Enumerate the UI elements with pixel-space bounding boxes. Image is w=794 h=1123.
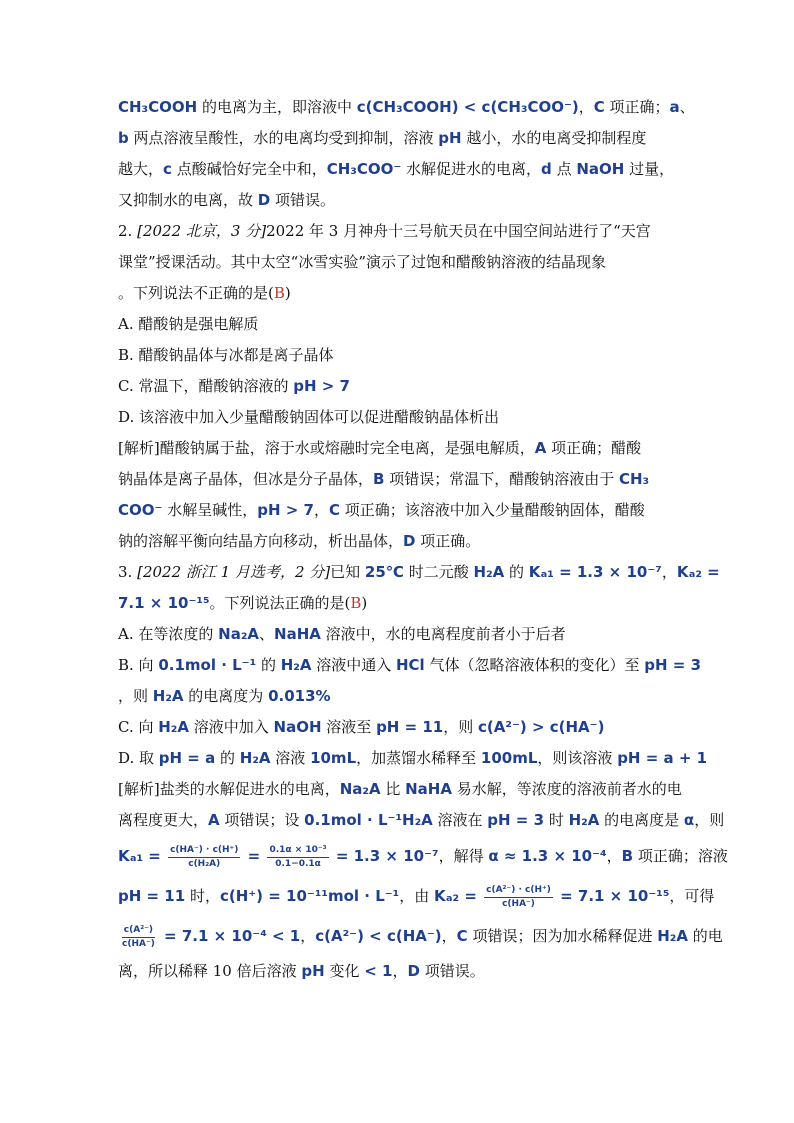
body-text: 项错误；设 (219, 811, 305, 829)
body-text: 课堂”授课活动。其中太空“冰雪实验”演示了过饱和醋酸钠溶液的结晶现象 (118, 253, 607, 271)
body-text: 过量， (624, 160, 675, 178)
body-text: 时 (544, 811, 569, 829)
formula-text: A (208, 811, 220, 829)
fraction-numerator: c(HA⁻) · c(H⁺) (168, 846, 240, 858)
fraction-numerator: 0.1α × 10⁻³ (267, 846, 328, 858)
body-text: ， (606, 847, 622, 865)
text-line-4 (118, 185, 684, 216)
text-line-10 (118, 371, 684, 402)
formula-text: 0.1mol · L⁻¹H₂A (304, 811, 433, 829)
body-text: 离程度更大， (118, 811, 209, 829)
body-text: 项正确。 (415, 532, 481, 550)
formula-text: pH = a (158, 749, 216, 767)
formula-text: CH₃COOH (118, 98, 198, 116)
formula-text: 25℃ (364, 563, 404, 581)
body-text: 比 (380, 780, 406, 798)
formula-text: pH = 3 (644, 656, 702, 674)
body-text: D. 取 (118, 749, 159, 767)
body-text: ， (313, 501, 329, 519)
body-text: ，则该溶液 (537, 749, 618, 767)
formula-text: D (403, 532, 416, 550)
formula-text: c(A²⁻) > c(HA⁻) (478, 718, 605, 736)
body-text: [2022 浙江 1 月选考，2 分] (137, 563, 331, 581)
body-text: C. 向 (118, 718, 159, 736)
formula-text: Kₐ₁ = (118, 847, 167, 865)
text-line-16 (118, 557, 720, 588)
fraction (120, 926, 157, 949)
body-text: B. 醋酸钠晶体与冰都是离子晶体 (118, 346, 334, 364)
body-text: 时二元酸 (403, 563, 474, 581)
formula-text: HCl (396, 656, 425, 674)
body-text: ) (284, 284, 291, 302)
formula-text: NaHA (405, 780, 452, 798)
formula-text: H₂A (657, 927, 688, 945)
formula-text: 100mL (480, 749, 538, 767)
body-text: C. 常温下，醋酸钠溶液的 (118, 377, 294, 395)
body-text: 水解促进水的电离， (401, 160, 542, 178)
body-text: 。下列说法不正确的是( (118, 284, 274, 302)
formula-text: H₂A (473, 563, 505, 581)
text-line-19 (118, 650, 702, 681)
text-line-27 (118, 916, 723, 956)
body-text: 溶液中通入 (311, 656, 396, 674)
formula-text: A (534, 439, 547, 457)
body-text: 项错误。 (270, 191, 336, 209)
body-text: 又抑制水的电离，故 (118, 191, 258, 209)
formula-text: pH = 11 (118, 887, 186, 905)
body-text: 点酸碱恰好完全中和， (171, 160, 327, 178)
body-text: 时， (185, 887, 220, 905)
text-line-6 (118, 247, 684, 278)
body-text: ， (392, 962, 408, 980)
text-line-25 (118, 836, 728, 876)
formula-text: = 1.3 × 10⁻⁷ (330, 847, 439, 865)
body-text: [解析]盐类的水解促进水的电离， (118, 780, 340, 798)
body-text: 钠的溶解平衡向结晶方向移动，析出晶体， (118, 532, 404, 550)
text-line-26 (118, 876, 715, 916)
text-line-3 (118, 154, 684, 185)
body-text: 项错误；常温下，醋酸钠溶液由于 (384, 470, 619, 488)
fraction (168, 846, 240, 869)
body-text: 的 (504, 563, 529, 581)
body-text: [2022 北京，3 分] (137, 222, 267, 240)
formula-text: Kₐ₁ = 1.3 × 10⁻⁷ (528, 563, 662, 581)
body-text: 项错误；因为加水稀释促进 (467, 927, 658, 945)
text-line-9 (118, 340, 684, 371)
text-line-23 (118, 774, 684, 805)
formula-text: = 7.1 × 10⁻¹⁵ (554, 887, 670, 905)
body-text: 的电离度是 (599, 811, 684, 829)
body-text: 、 (259, 625, 275, 643)
body-text: 钠晶体是离子晶体，但冰是分子晶体， (118, 470, 374, 488)
formula-text: pH > 7 (257, 501, 314, 519)
formula-text: NaOH (576, 160, 625, 178)
fraction-denominator: c(HA⁻) (502, 898, 535, 909)
body-text: B. 向 (118, 656, 159, 674)
body-text: 项正确；醋酸 (546, 439, 642, 457)
answer-letter: B (273, 284, 285, 302)
formula-text: = 7.1 × 10⁻⁴ < 1 (158, 927, 301, 945)
formula-text: pH = 11 (376, 718, 444, 736)
formula-text: < 1 (364, 962, 393, 980)
text-line-11 (118, 402, 684, 433)
body-text: 水解呈碱性， (162, 501, 258, 519)
fraction-numerator: c(A²⁻) (122, 926, 155, 938)
text-line-13 (118, 464, 684, 495)
formula-text: B (621, 847, 634, 865)
fraction-denominator: c(HA⁻) (122, 938, 155, 949)
formula-text: CH₃COO⁻ (326, 160, 402, 178)
fraction (267, 846, 328, 869)
formula-text: c (163, 160, 172, 178)
text-line-1 (118, 92, 695, 123)
formula-text: D (257, 191, 271, 209)
formula-text: C (456, 927, 468, 945)
body-text: 的电 (687, 927, 723, 945)
formula-text: H₂A (280, 656, 312, 674)
answer-letter: B (350, 594, 362, 612)
formula-text: c(H⁺) = 10⁻¹¹mol · L⁻¹ (219, 887, 400, 905)
formula-text: pH = 3 (487, 811, 545, 829)
text-line-12 (118, 433, 684, 464)
fraction-denominator: c(H₂A) (188, 858, 221, 869)
formula-text: pH = a + 1 (617, 749, 708, 767)
body-text: 、 (679, 98, 695, 116)
formula-text: α (683, 811, 695, 829)
body-text: ，则 (443, 718, 479, 736)
body-text: ， (441, 927, 457, 945)
body-text: D. 该溶液中加入少量醋酸钠固体可以促进醋酸钠晶体析出 (118, 408, 500, 426)
formula-text: Na₂A (218, 625, 259, 643)
formula-text: C (328, 501, 340, 519)
formula-text: C (593, 98, 605, 116)
formula-text: d (541, 160, 552, 178)
formula-text: NaHA (274, 625, 321, 643)
body-text: 越小，水的电离受抑制程度 (461, 129, 647, 147)
body-text: ，则 (694, 811, 725, 829)
body-text: A. 在等浓度的 (118, 625, 219, 643)
text-line-18 (118, 619, 684, 650)
body-text: 点 (551, 160, 577, 178)
body-text: ，可得 (669, 887, 715, 905)
formula-text: pH (301, 962, 325, 980)
body-text: 3. (118, 563, 138, 581)
body-text: 两点溶液呈酸性，水的电离均受到抑制，溶液 (128, 129, 439, 147)
formula-text: c(A²⁻) < c(HA⁻) (315, 927, 442, 945)
formula-text: a (669, 98, 680, 116)
body-text: ， (300, 927, 316, 945)
formula-text: D (407, 962, 420, 980)
body-text: ) (361, 594, 368, 612)
body-text: A. 醋酸钠是强电解质 (118, 315, 259, 333)
formula-text: c(CH₃COOH) < c(CH₃COO⁻) (356, 98, 579, 116)
formula-text: α ≈ 1.3 × 10⁻⁴ (488, 847, 607, 865)
body-text: ，加蒸馏水稀释至 (356, 749, 481, 767)
body-text: 项错误。 (419, 962, 485, 980)
body-text: 溶液 (270, 749, 311, 767)
body-text: 项正确；溶液 (633, 847, 728, 865)
body-text: 。下列说法正确的是( (209, 594, 351, 612)
formula-text: H₂A (152, 687, 184, 705)
formula-text: NaOH (273, 718, 322, 736)
formula-text: H₂A (158, 718, 189, 736)
formula-text: 7.1 × 10⁻¹⁵ (118, 594, 210, 612)
text-line-5 (118, 216, 684, 247)
body-text: 2. (118, 222, 138, 240)
body-text: ， (661, 563, 677, 581)
body-text: 溶液在 (432, 811, 488, 829)
text-line-20 (118, 681, 684, 712)
formula-text: COO⁻ (118, 501, 163, 519)
body-text: 项正确；该溶液中加入少量醋酸钠固体，醋酸 (340, 501, 645, 519)
body-text: 越大， (118, 160, 164, 178)
formula-text: 0.013% (268, 687, 331, 705)
body-text: 易水解，等浓度的溶液前者水的电 (451, 780, 682, 798)
text-line-17 (118, 588, 684, 619)
formula-text: Na₂A (339, 780, 381, 798)
text-line-22 (118, 743, 708, 774)
body-text: 溶液中加入 (188, 718, 274, 736)
body-text: 的 (256, 656, 281, 674)
body-text: 2022 年 3 月神舟十三号航天员在中国空间站进行了“天宫 (266, 222, 651, 240)
formula-text: B (373, 470, 385, 488)
text-line-21 (118, 712, 684, 743)
text-line-14 (118, 495, 684, 526)
formula-text: CH₃ (619, 470, 650, 488)
formula-text: Kₐ₂ = (676, 563, 720, 581)
formula-text: pH (438, 129, 462, 147)
body-text: ， (578, 98, 594, 116)
formula-text: H₂A (239, 749, 271, 767)
formula-text: 10mL (310, 749, 357, 767)
fraction (484, 886, 553, 909)
text-line-2 (118, 123, 684, 154)
formula-text: 0.1mol · L⁻¹ (158, 656, 257, 674)
body-text: 气体（忽略溶液体积的变化）至 (424, 656, 645, 674)
body-text: ，由 (399, 887, 435, 905)
text-line-24 (118, 805, 725, 836)
body-text: ，解得 (438, 847, 489, 865)
body-text: 溶液至 (321, 718, 377, 736)
body-text: [解析]醋酸钠属于盐，溶于水或熔融时完全电离，是强电解质， (118, 439, 535, 457)
body-text: 项正确； (604, 98, 670, 116)
formula-text: pH > 7 (293, 377, 350, 395)
body-text: 溶液中，水的电离程度前者小于后者 (320, 625, 566, 643)
formula-text: Kₐ₂ = (434, 887, 483, 905)
body-text: 变化 (324, 962, 365, 980)
body-text: 已知 (330, 563, 365, 581)
formula-text: = (242, 847, 266, 865)
body-text: 的电离为主，即溶液中 (197, 98, 357, 116)
body-text: ，则 (118, 687, 153, 705)
body-text: 的 (215, 749, 240, 767)
fraction-numerator: c(A²⁻) · c(H⁺) (484, 886, 553, 898)
text-line-7 (118, 278, 684, 309)
text-line-8 (118, 309, 684, 340)
formula-text: H₂A (568, 811, 600, 829)
fraction-denominator: 0.1−0.1α (275, 858, 321, 869)
formula-text: b (118, 129, 129, 147)
text-line-15 (118, 526, 684, 557)
body-text: 的电离度为 (183, 687, 269, 705)
text-line-28 (118, 956, 684, 987)
body-text: 离，所以稀释 10 倍后溶液 (118, 962, 302, 980)
